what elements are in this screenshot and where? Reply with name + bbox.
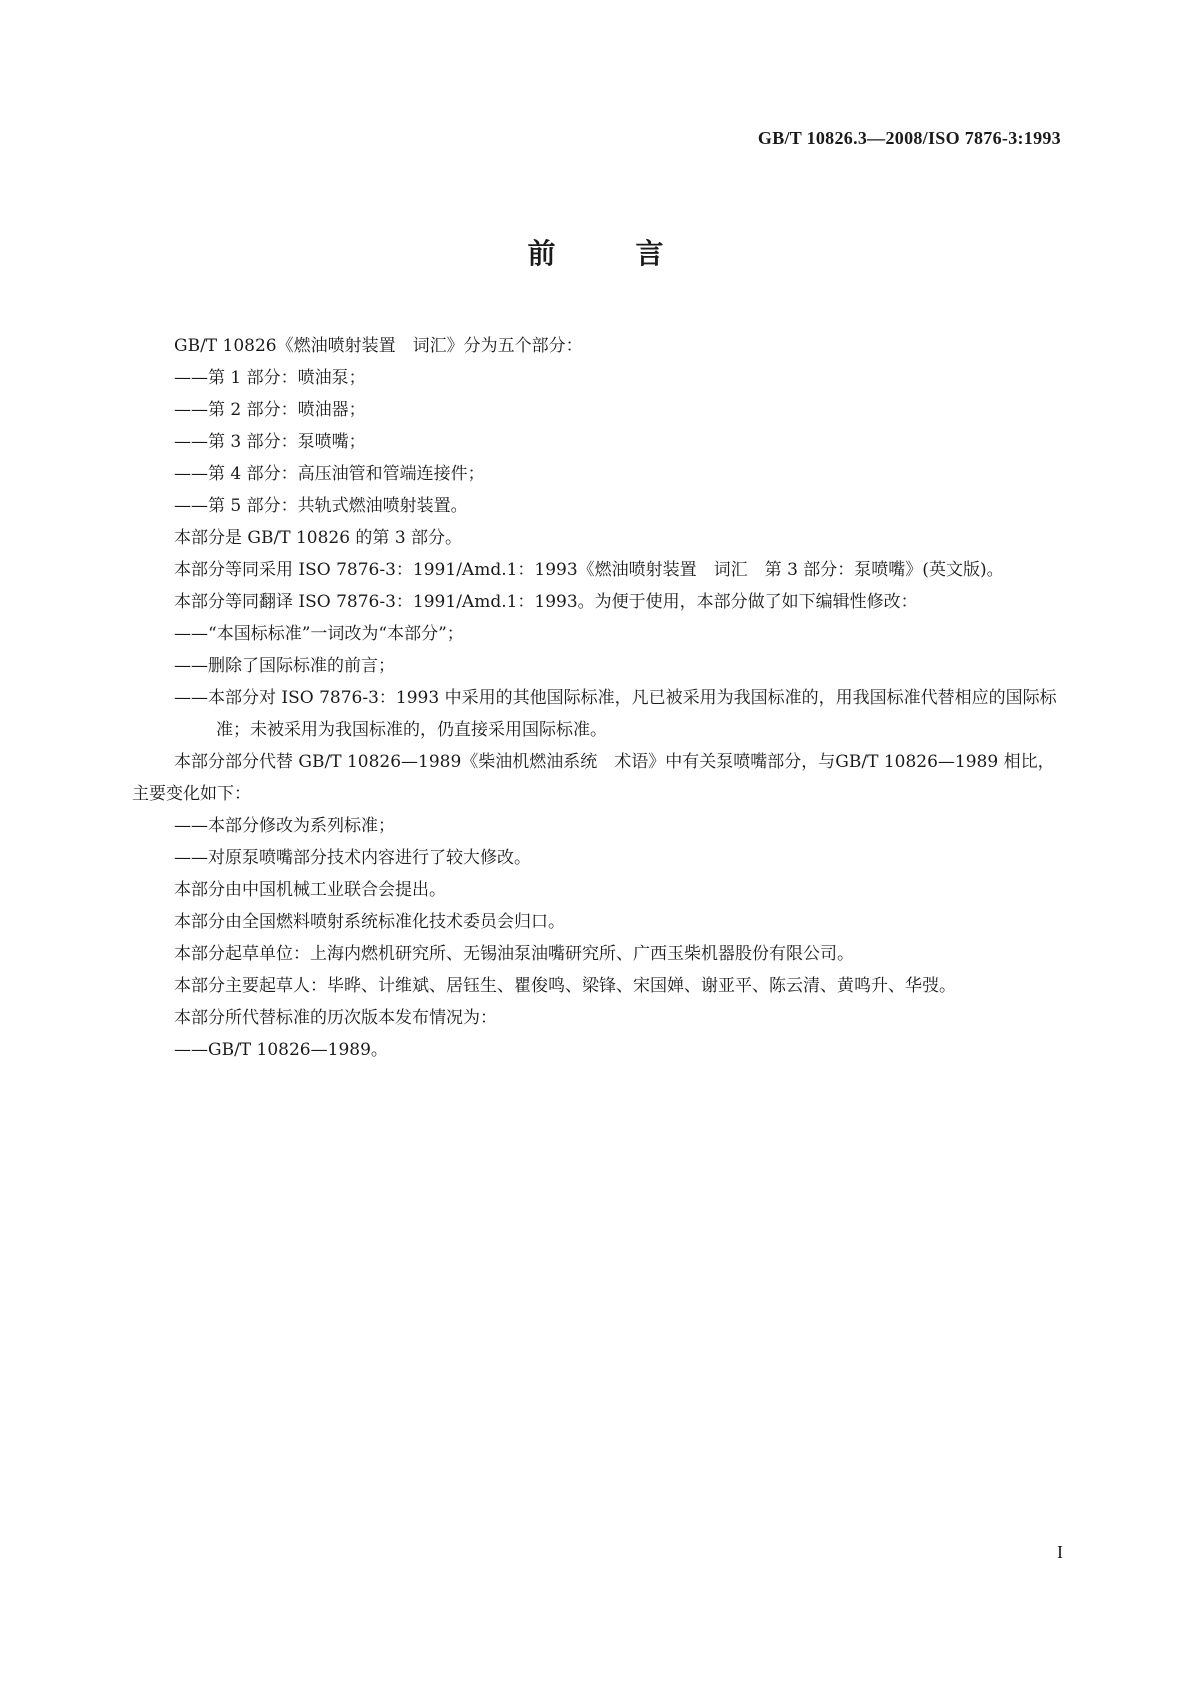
proposer-paragraph: 本部分由中国机械工业联合会提出。 [174, 880, 446, 900]
drafters-paragraph: 本部分主要起草人：毕晔、计维斌、居钰生、瞿俊鸣、梁锋、宋国婵、谢亚平、陈云清、黄鸣升、华弢。 [174, 976, 956, 996]
list-item-edit-3: ——本部分对 ISO 7876-3：1993 中采用的其他国际标准，凡已被采用为我国标准的，用我国标准代替相应的国际标准；未被采用为我国标准的，仍直接采用国际标准。 [174, 688, 1057, 740]
page-title: 前 言 [527, 237, 690, 270]
list-item-part-2: ——第 2 部分：喷油器； [174, 400, 366, 420]
list-item-part-4: ——第 4 部分：高压油管和管端连接件； [174, 464, 485, 484]
list-item-change-2: ——对原泵喷嘴部分技术内容进行了较大修改。 [174, 848, 531, 868]
history-paragraph: 本部分所代替标准的历次版本发布情况为： [174, 1008, 497, 1028]
list-item-part-5: ——第 5 部分：共轨式燃油喷射装置。 [174, 496, 468, 516]
drafting-units-paragraph: 本部分起草单位：上海内燃机研究所、无锡油泵油嘴研究所、广西玉柴机器股份有限公司。 [174, 944, 854, 964]
list-item-change-1: ——本部分修改为系列标准； [174, 816, 395, 836]
list-item-edit-1: ——“本国标标准”一词改为“本部分”； [174, 624, 464, 644]
page-number: I [1057, 1542, 1063, 1562]
list-item-part-3: ——第 3 部分：泵喷嘴； [174, 432, 366, 452]
list-item-part-1: ——第 1 部分：喷油泵； [174, 368, 366, 388]
list-item-history-1: ——GB/T 10826—1989。 [174, 1040, 388, 1060]
replacement-paragraph: 本部分部分代替 GB/T 10826—1989《柴油机燃油系统 术语》中有关泵喷嘴部分，与GB/T 10826—1989 相比，主要变化如下： [132, 752, 1055, 804]
list-item-edit-2: ——删除了国际标准的前言； [174, 656, 395, 676]
foreword-body [132, 330, 1064, 1066]
centralized-paragraph: 本部分由全国燃料喷射系统标准化技术委员会归口。 [174, 912, 565, 932]
intro-paragraph: GB/T 10826《燃油喷射装置 词汇》分为五个部分： [174, 336, 583, 356]
standard-number-header: GB/T 10826.3—2008/ISO 7876-3:1993 [757, 128, 1061, 148]
translation-paragraph: 本部分等同翻译 ISO 7876-3：1991/Amd.1：1993。为便于使用，本部分做了如下编辑性修改： [174, 592, 918, 612]
part-statement-paragraph: 本部分是 GB/T 10826 的第 3 部分。 [174, 528, 463, 548]
adoption-paragraph: 本部分等同采用 ISO 7876-3：1991/Amd.1：1993《燃油喷射装置 词汇 第 3 部分：泵喷嘴》(英文版)。 [174, 560, 1004, 580]
